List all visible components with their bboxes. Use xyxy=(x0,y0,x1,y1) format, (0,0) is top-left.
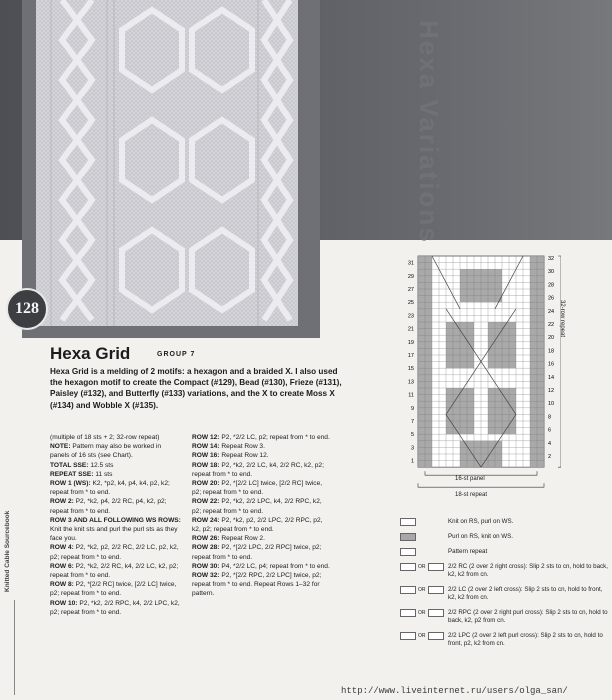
instruction-text: 11 sts xyxy=(95,470,113,478)
legend-symbol xyxy=(400,632,448,640)
row-label-right: 32 xyxy=(548,256,555,262)
instruction-text: Knit the knit sts and purl the purl sts as they face you. xyxy=(50,526,178,543)
row-label-left: 23 xyxy=(407,313,414,320)
legend-text: Knit on RS, purl on WS. xyxy=(448,518,514,525)
instruction-line xyxy=(192,479,332,497)
legend-item xyxy=(400,563,608,579)
row-label-right: 12 xyxy=(548,388,555,394)
legend-swatch xyxy=(400,586,416,594)
instruction-label: ROW 4: xyxy=(50,544,76,552)
panel-label: 16-st panel xyxy=(455,476,485,482)
instruction-label: ROW 6: xyxy=(50,562,76,570)
instruction-text: P2, *k2, 2/2 RPC, k4, 2/2 LPC, k2, p2; repeat from * to end. xyxy=(50,599,180,616)
legend-symbol xyxy=(400,609,448,617)
row-repeat-bracket xyxy=(558,256,561,467)
row-label-left: 15 xyxy=(407,366,414,373)
row-label-right: 10 xyxy=(548,401,555,408)
instruction-text: P2, *k2, 2/2 LPC, k4, 2/2 RPC, k2, p2; repeat from * to end. xyxy=(192,498,322,515)
instruction-line xyxy=(192,461,332,479)
instruction-text: P2, *[2/2 LPC, 2/2 RPC] twice, p2; repeat from * to end. xyxy=(192,544,322,561)
row-label-right: 14 xyxy=(548,374,555,381)
instructions-column-2 xyxy=(192,433,332,599)
legend-swatch xyxy=(400,563,416,571)
pattern-title: Hexa Grid xyxy=(50,344,131,363)
instruction-label: ROW 26: xyxy=(192,535,222,543)
row-label-right: 4 xyxy=(548,440,552,447)
row-label-left: 11 xyxy=(408,392,414,399)
legend-symbol xyxy=(400,586,448,594)
instruction-line xyxy=(50,599,182,617)
instruction-line xyxy=(192,497,332,515)
legend-swatch xyxy=(400,609,416,617)
legend-or: OR xyxy=(418,633,426,639)
legend-symbol xyxy=(400,548,448,556)
knit-swatch-illustration xyxy=(22,0,320,338)
row-label-left: 13 xyxy=(407,379,414,386)
instruction-label: ROW 28: xyxy=(192,544,222,552)
legend-or: OR xyxy=(418,587,426,593)
row-label-right: 22 xyxy=(548,322,555,328)
instruction-line xyxy=(50,562,182,580)
legend-item xyxy=(400,533,608,541)
row-label-left: 7 xyxy=(410,419,414,425)
instruction-text: P2, *[2/2 RPC, 2/2 LPC] twice, p2; repeat from * to end. Repeat Rows 1–32 for pattern. xyxy=(192,572,322,598)
instruction-label: TOTAL SSE: xyxy=(50,461,91,469)
page-number-badge: 128 xyxy=(6,288,48,330)
legend-item xyxy=(400,518,608,526)
legend-swatch xyxy=(400,632,416,640)
instructions-column-1 xyxy=(50,433,182,617)
instruction-label: ROW 22: xyxy=(192,498,222,506)
legend-symbol xyxy=(400,518,448,526)
instruction-label: ROW 3 AND ALL FOLLOWING WS ROWS: xyxy=(50,516,181,524)
instruction-text: P2, *k2, p4, 2/2 RC, p4, k2, p2; repeat from * to end. xyxy=(50,498,167,515)
row-repeat-label: 32-row repeat xyxy=(559,300,565,338)
row-label-left: 27 xyxy=(407,287,414,293)
swatch-photo xyxy=(22,0,320,338)
row-label-right: 26 xyxy=(548,295,555,302)
chart-legend xyxy=(400,518,608,655)
watermark-url: http://www.liveinternet.ru/users/olga_san/ xyxy=(341,686,568,696)
row-label-right: 8 xyxy=(548,414,552,421)
instruction-line xyxy=(192,534,332,543)
legend-swatch-alt xyxy=(428,586,444,594)
legend-swatch-alt xyxy=(428,609,444,617)
legend-text: Purl on RS, knit on WS. xyxy=(448,533,513,540)
instruction-text: Repeat Row 3. xyxy=(221,443,265,451)
row-label-left: 29 xyxy=(407,273,414,280)
instruction-line xyxy=(50,433,182,442)
row-label-right: 28 xyxy=(548,282,555,289)
pattern-intro: Hexa Grid is a melding of 2 motifs: a hexagon and a braided X. I also used the hexagon motif to create the Compact (#129), Bead (#130), Frieze (#131), Paisley (#132), and Butterfly (#133) variations, and the X to create Moss X (#134) and Wobble X (#135). xyxy=(50,367,342,410)
row-label-left: 19 xyxy=(407,339,414,346)
instruction-line xyxy=(192,562,332,571)
instruction-text: Pattern may also be worked in panels of 16 sts (see Chart). xyxy=(50,443,162,460)
instruction-label: ROW 12: xyxy=(192,434,222,441)
instruction-text: P2, *[2/2 RC] twice, [2/2 LC] twice, p2; repeat from * to end. xyxy=(50,581,177,598)
instruction-text: P4, *2/2 LC, p4; repeat from * to end. xyxy=(221,562,330,570)
legend-swatch xyxy=(400,518,416,526)
row-label-left: 5 xyxy=(410,432,414,439)
instruction-text: Repeat Row 2. xyxy=(221,535,265,543)
legend-item xyxy=(400,586,608,602)
sidebar-rule xyxy=(14,600,15,695)
legend-swatch xyxy=(400,548,416,556)
instruction-line xyxy=(50,470,182,479)
instruction-label: ROW 8: xyxy=(50,581,76,589)
row-label-left: 3 xyxy=(410,445,414,452)
instruction-text: 12.5 sts xyxy=(90,461,114,469)
instruction-line xyxy=(50,479,182,497)
row-label-right: 24 xyxy=(548,308,555,315)
knitting-chart xyxy=(396,250,561,500)
legend-swatch-alt xyxy=(428,632,444,640)
legend-text: 2/2 RC (2 over 2 right cross): Slip 2 sts to cn, hold to back, k2, k2 from cn. xyxy=(448,563,608,578)
instruction-text: P2, *k2, 2/2 LC, k4, 2/2 RC, k2, p2; repeat from * to end. xyxy=(192,461,324,478)
instruction-line xyxy=(192,543,332,561)
instruction-line xyxy=(50,580,182,598)
instruction-text: Repeat Row 12. xyxy=(221,452,269,460)
instruction-label: REPEAT SSE: xyxy=(50,470,96,478)
row-label-right: 6 xyxy=(548,427,552,434)
instruction-label: ROW 16: xyxy=(192,452,222,460)
instruction-label: ROW 14: xyxy=(192,443,222,451)
instruction-line xyxy=(192,433,332,442)
row-label-left: 25 xyxy=(407,300,414,307)
instruction-label: ROW 18: xyxy=(192,461,222,469)
instruction-line xyxy=(192,571,332,599)
legend-item xyxy=(400,632,608,648)
instruction-label: ROW 30: xyxy=(192,562,222,570)
legend-or: OR xyxy=(418,610,426,616)
repeat-label: 18-st repeat xyxy=(455,492,488,498)
instruction-label: NOTE: xyxy=(50,443,73,451)
instruction-label: ROW 32: xyxy=(192,572,222,580)
row-label-right: 20 xyxy=(548,335,555,342)
instruction-label: ROW 10: xyxy=(50,599,80,607)
instruction-text: P2, *[2/2 LC] twice, [2/2 RC] twice, p2; repeat from * to end. xyxy=(192,480,323,497)
row-label-left: 1 xyxy=(410,458,414,465)
instruction-text: (multiple of 18 sts + 2; 32-row repeat) xyxy=(50,434,160,441)
row-label-right: 2 xyxy=(548,454,552,460)
instruction-text: K2, *p2, k4, p4, k4, p2, k2; repeat from * to end. xyxy=(50,480,170,497)
row-label-right: 16 xyxy=(548,361,555,368)
row-label-left: 17 xyxy=(407,353,414,359)
legend-item xyxy=(400,548,608,556)
instruction-text: P2, *k2, p2, 2/2 RC, 2/2 LC, p2, k2, p2; repeat from * to end. xyxy=(50,544,179,561)
instruction-label: ROW 20: xyxy=(192,480,222,488)
instruction-line xyxy=(192,442,332,451)
instruction-line xyxy=(50,461,182,470)
row-label-left: 21 xyxy=(407,326,414,333)
chart-grid-svg xyxy=(396,250,561,500)
instruction-label: ROW 24: xyxy=(192,516,222,524)
row-label-left: 31 xyxy=(407,260,414,267)
legend-or: OR xyxy=(418,564,426,570)
instruction-line xyxy=(192,516,332,534)
instruction-line xyxy=(50,497,182,515)
instruction-line xyxy=(192,451,332,460)
panel-bracket xyxy=(425,471,537,475)
legend-text: 2/2 RPC (2 over 2 right purl cross): Slip 2 sts to cn, hold to back, k2, p2 from cn. xyxy=(448,609,608,624)
instruction-label: ROW 2: xyxy=(50,498,76,506)
ghost-header: Hexa Variations xyxy=(414,20,444,244)
repeat-bracket xyxy=(418,483,544,487)
instruction-text: P2, *k2, 2/2 RC, k4, 2/2 LC, k2, p2; repeat from * to end. xyxy=(50,562,179,580)
row-label-left: 9 xyxy=(410,405,414,412)
row-label-right: 18 xyxy=(548,348,555,355)
instruction-label: ROW 1 (WS): xyxy=(50,480,93,488)
instruction-line xyxy=(50,442,182,460)
book-sidebar-title: Knitted Cable Sourcebook xyxy=(4,510,11,592)
instruction-line xyxy=(50,516,182,544)
row-label-right: 30 xyxy=(548,269,555,276)
instruction-line xyxy=(50,543,182,561)
legend-swatch xyxy=(400,533,416,541)
pattern-group: GROUP 7 xyxy=(157,351,196,358)
legend-text: Pattern repeat xyxy=(448,548,488,555)
legend-text: 2/2 LC (2 over 2 left cross): Slip 2 sts to cn, hold to front, k2, k2 from cn. xyxy=(448,586,603,601)
legend-text: 2/2 LPC (2 over 2 left purl cross): Slip 2 sts to cn, hold to front, p2, k2 from cn. xyxy=(448,632,603,647)
instruction-text: P2, *2/2 LC, p2; repeat from * to end. xyxy=(221,434,330,441)
legend-symbol xyxy=(400,563,448,571)
legend-symbol xyxy=(400,533,448,541)
legend-swatch-alt xyxy=(428,563,444,571)
legend-item xyxy=(400,609,608,625)
instruction-text: P2, *k2, p2, 2/2 LPC, 2/2 RPC, p2, k2, p2; repeat from * to end. xyxy=(192,516,323,534)
